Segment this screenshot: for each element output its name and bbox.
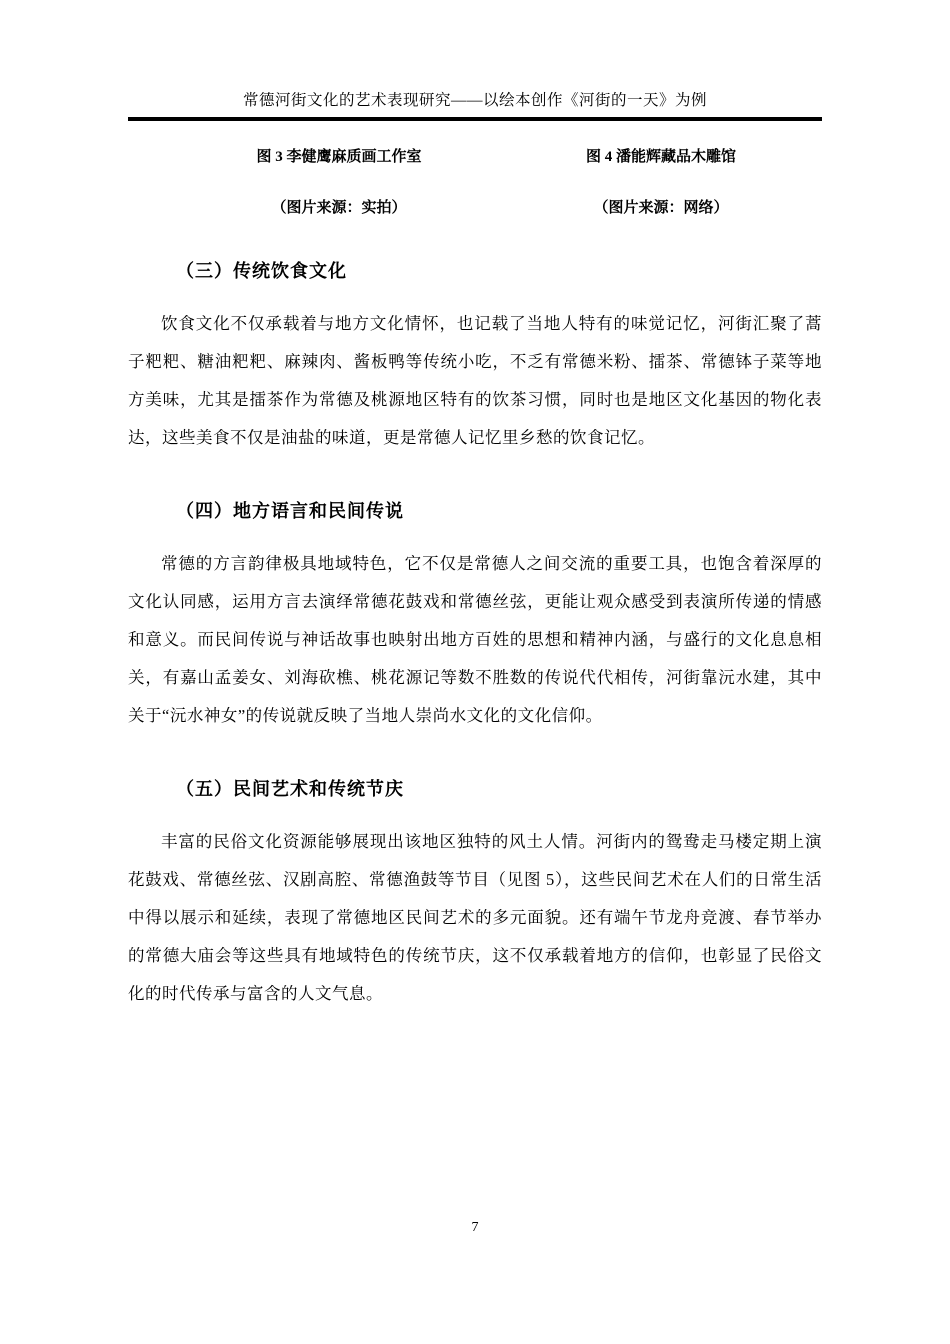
section-body-5: 丰富的民俗文化资源能够展现出该地区独特的风土人情。河街内的鸳鸯走马楼定期上演花鼓戏、常德丝弦、汉剧高腔、常德渔鼓等节目（见图 5），这些民间艺术在人们的日常生活中得以展示和延续，表现了常德地区民间艺术的多元面貌。还有端午节龙舟竞渡、春节举办的常德大庙会等这些具有地域特色的传统节庆，这不仅承载着地方的信仰，也彰显了民俗文化的时代传承与富含的人文气息。 xyxy=(128,832,822,1003)
running-head-title: 常德河街文化的艺术表现研究——以绘本创作《河街的一天》为例 xyxy=(242,92,707,109)
section-food-culture xyxy=(128,257,822,457)
section-heading-5: （五）民间艺术和传统节庆 xyxy=(176,779,404,799)
section-body-3: 饮食文化不仅承载着与地方文化情怀，也记载了当地人特有的味觉记忆，河街汇聚了蒿子粑粑、糖油粑粑、麻辣肉、酱板鸭等传统小吃，不乏有常德米粉、擂茶、常德钵子菜等地方美味，尤其是擂茶作为常德及桃源地区特有的饮茶习惯，同时也是地区文化基因的物化表达，这些美食不仅是油盐的味道，更是常德人记忆里乡愁的饮食记忆。 xyxy=(128,314,822,447)
figure-source-row xyxy=(128,196,822,217)
section-body-4: 常德的方言韵律极具地域特色，它不仅是常德人之间交流的重要工具，也饱含着深厚的文化认同感，运用方言去演绎常德花鼓戏和常德丝弦，更能让观众感受到表演所传递的情感和意义。而民间传说与神话故事也映射出地方百姓的思想和精神内涵，与盛行的文化息息相关，有嘉山孟姜女、刘海砍樵、桃花源记等数不胜数的传说代代相传，河街靠沅水建，其中关于“沅水神女”的传说就反映了当地人崇尚水文化的文化信仰。 xyxy=(128,554,822,725)
figure-3-caption: 图 3 李健鹰麻质画工作室 xyxy=(256,149,422,165)
figure-4-caption: 图 4 潘能辉藏品木雕馆 xyxy=(585,149,736,165)
figure-4-source: （图片来源：网络） xyxy=(593,200,729,216)
section-dialect-legends xyxy=(128,497,822,735)
page-number: 7 xyxy=(471,1220,479,1235)
header-rule xyxy=(128,117,822,121)
section-folk-art-festivals xyxy=(128,775,822,1013)
figure-3-source: （图片来源：实拍） xyxy=(271,200,407,216)
section-heading-3: （三）传统饮食文化 xyxy=(176,261,347,281)
section-heading-4: （四）地方语言和民间传说 xyxy=(176,501,404,521)
figure-caption-row xyxy=(128,145,822,166)
